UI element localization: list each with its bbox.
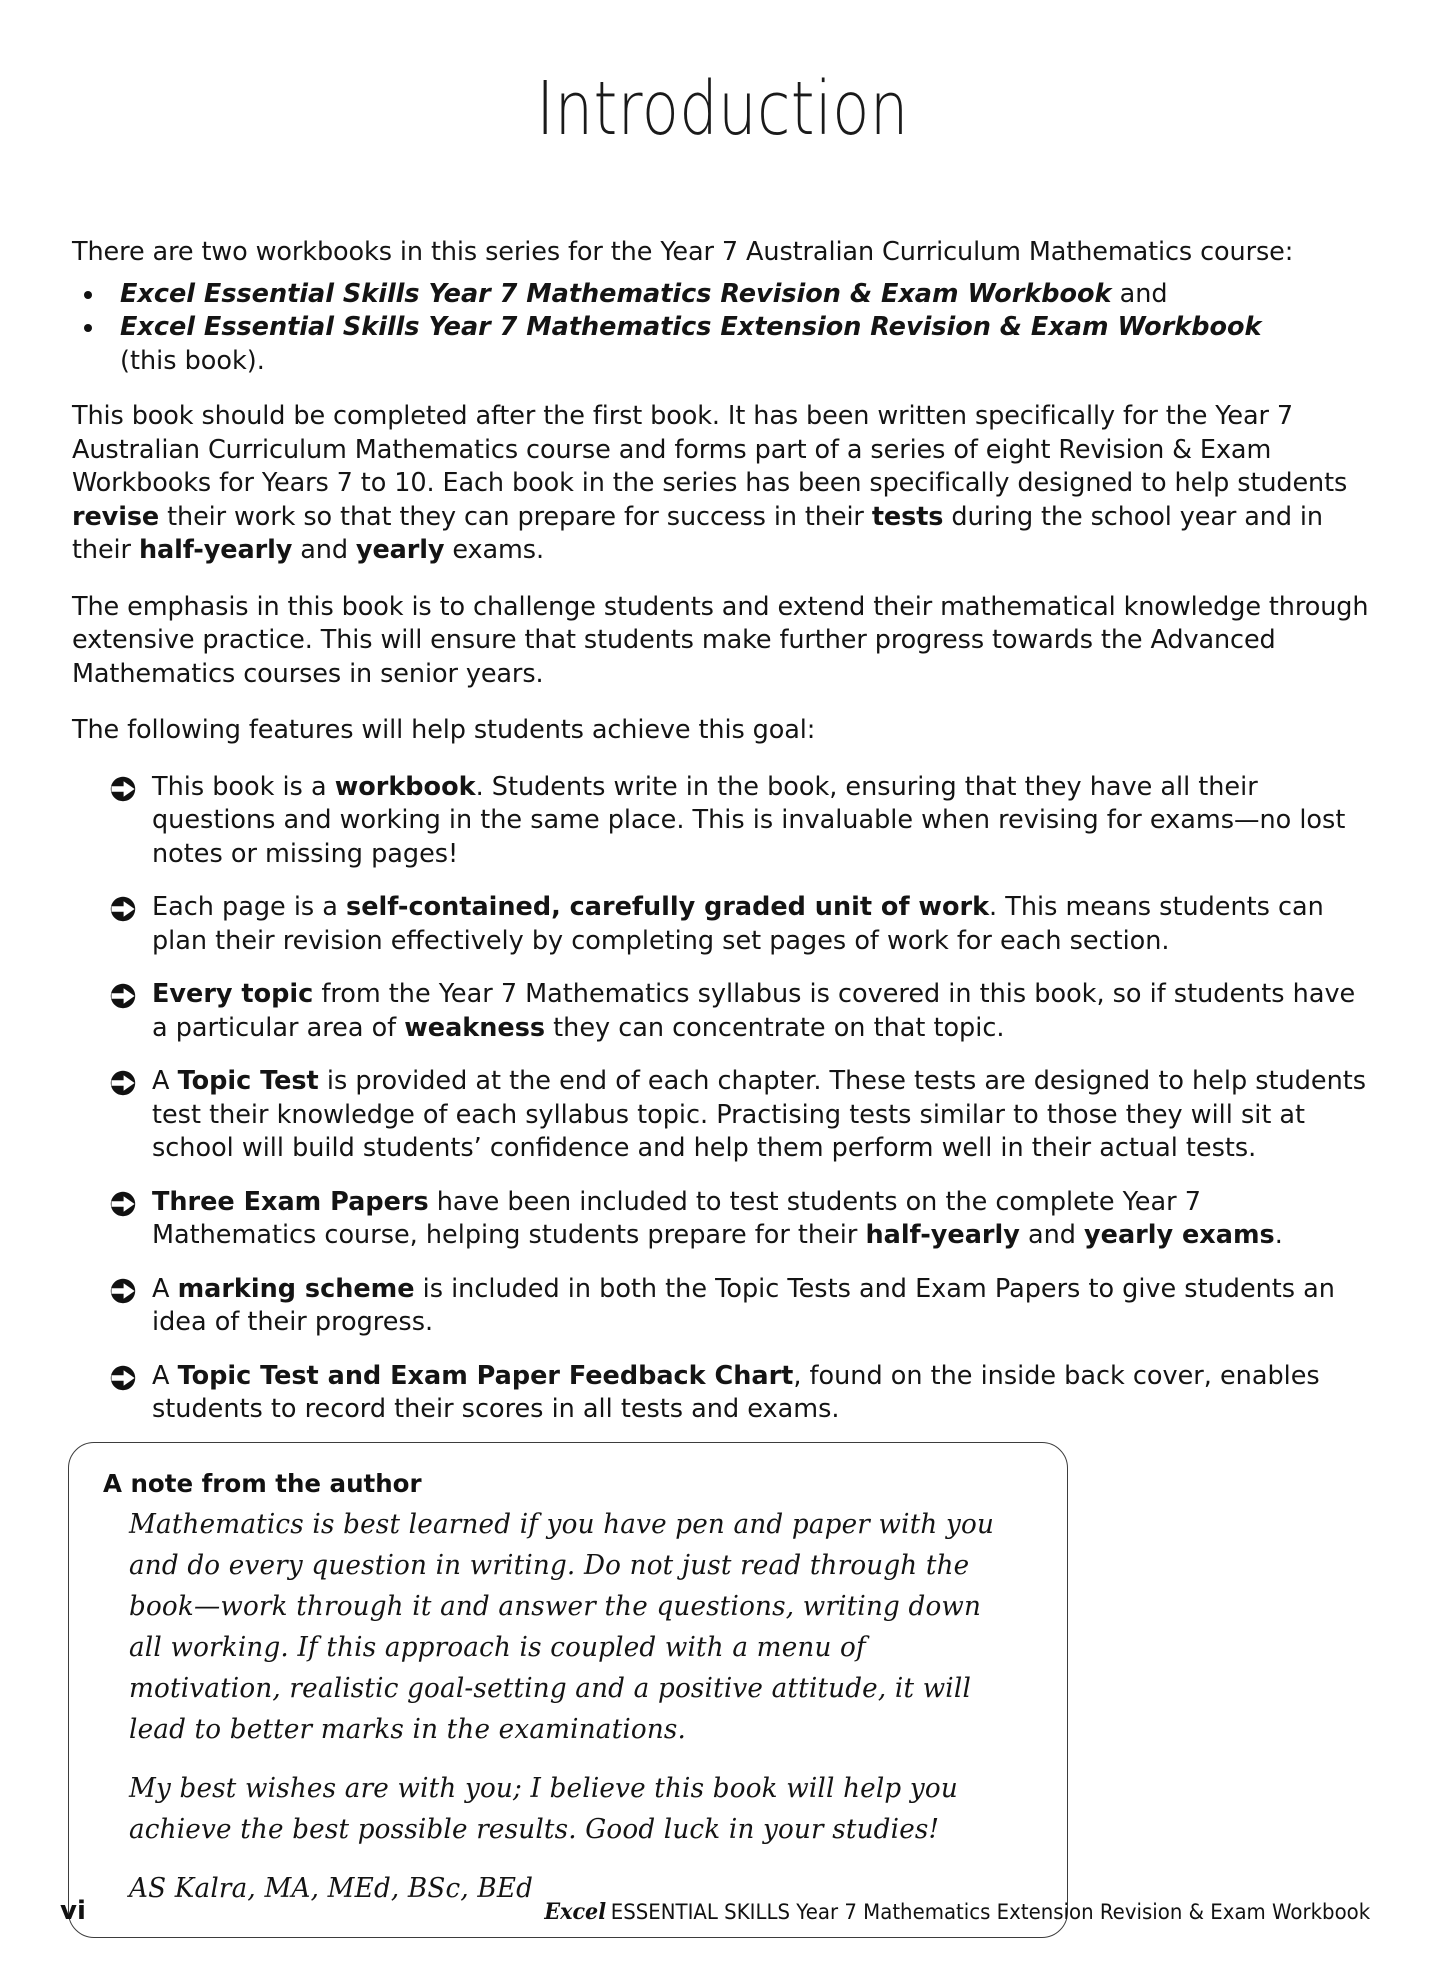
author-signature: AS Kalra, MA, MEd, BSc, BEd xyxy=(129,1873,534,1904)
feature-text: A Topic Test is provided at the end of each chapter. These tests are designed to help students test their knowledge of each syllabus topic. Practising tests similar to those they will sit at school will build students’ confidence and help them perform well in their actual tests. xyxy=(152,1066,1367,1163)
list-item xyxy=(72,311,1372,378)
feature-text: This book is a workbook. Students write in the book, ensuring that they have all their questions and working in the same place. This is invaluable when revising for exams—no lost notes or missing pages! xyxy=(152,771,1346,869)
feature-item-6 xyxy=(72,1360,1372,1427)
circle-arrow-right-icon xyxy=(110,1278,136,1304)
workbook-list xyxy=(72,278,1372,379)
footer-brand-name: Excel xyxy=(544,1899,607,1925)
feature-item-4 xyxy=(72,1186,1372,1253)
round-dot-icon xyxy=(84,291,92,299)
book-title: Excel Essential Skills Year 7 Mathematics Revision & Exam Workbook xyxy=(120,278,1112,309)
round-dot-icon xyxy=(84,324,92,332)
paragraph-book-purpose: This book should be completed after the first book. It has been written specifically for the Year 7 Australian Curriculum Mathematics course and forms part of a series of eight Revision & Exam Workbooks for Years 7 to 10. Each book in the series has been specifically designed to help students revise their work so that they can prepare for success in their tests during the school year and in their half-yearly and yearly exams. xyxy=(72,401,1348,565)
paragraph-features-intro: The following features will help students achieve this goal: xyxy=(72,715,816,745)
feature-text: Three Exam Papers have been included to test students on the complete Year 7 Mathematics course, helping students prepare for their half-yearly and yearly exams. xyxy=(152,1186,1283,1250)
page-title: Introduction xyxy=(536,66,909,152)
feature-item-1 xyxy=(72,891,1372,958)
footer-series-line xyxy=(545,1899,1371,1925)
author-note-paragraph-2: My best wishes are with you; I believe this book will help you achieve the best possible results. Good luck in your studies! xyxy=(129,1773,958,1845)
circle-arrow-right-icon xyxy=(110,1070,136,1096)
circle-arrow-right-icon xyxy=(110,776,136,802)
paragraph-emphasis: The emphasis in this book is to challenge students and extend their mathematical knowledge through extensive practice. This will ensure that students make further progress towards the Advanced Mathematics courses in senior years. xyxy=(72,591,1369,689)
author-note-heading: A note from the author xyxy=(103,1469,422,1498)
feature-text: Each page is a self-contained, carefully graded unit of work. This means students can plan their revision effectively by completing set pages of work for each section. xyxy=(152,892,1324,956)
features-list xyxy=(72,771,1372,1481)
circle-arrow-right-icon xyxy=(110,1191,136,1217)
page-footer xyxy=(60,1896,1397,1926)
footer-series-text: ESSENTIAL SKILLS Year 7 Mathematics Extension Revision & Exam Workbook xyxy=(611,1900,1371,1924)
feature-item-2 xyxy=(72,978,1372,1045)
feature-text: A marking scheme is included in both the Topic Tests and Exam Papers to give students an idea of their progress. xyxy=(152,1273,1335,1337)
feature-item-0 xyxy=(72,771,1372,872)
circle-arrow-right-icon xyxy=(110,896,136,922)
intro-lead-paragraph: There are two workbooks in this series for the Year 7 Australian Curriculum Mathematics course: xyxy=(72,237,1294,267)
feature-text: A Topic Test and Exam Paper Feedback Chart, found on the inside back cover, enables students to record their scores in all tests and exams. xyxy=(152,1360,1320,1424)
author-note-panel xyxy=(68,1442,1068,1938)
book-title: Excel Essential Skills Year 7 Mathematics Extension Revision & Exam Workbook xyxy=(120,312,1262,342)
document-body xyxy=(72,236,1372,1500)
feature-text: Every topic from the Year 7 Mathematics syllabus is covered in this book, so if students have a particular area of weakness they can concentrate on that topic. xyxy=(152,979,1356,1043)
book-note: (this book). xyxy=(120,345,265,376)
feature-item-5 xyxy=(72,1273,1372,1340)
book-suffix: and xyxy=(1111,278,1168,309)
list-item xyxy=(72,278,1372,312)
author-note-paragraph-1: Mathematics is best learned if you have pen and paper with you and do every question in writing. Do not just read through the book—work through it and answer the questions, writing down all working. If this approach is coupled with a menu of motivation, realistic goal-setting and a positive attitude, it will lead to better marks in the examinations. xyxy=(129,1509,995,1745)
feature-item-3 xyxy=(72,1065,1372,1166)
circle-arrow-right-icon xyxy=(110,1365,136,1391)
page-number: vi xyxy=(60,1896,86,1926)
circle-arrow-right-icon xyxy=(110,983,136,1009)
